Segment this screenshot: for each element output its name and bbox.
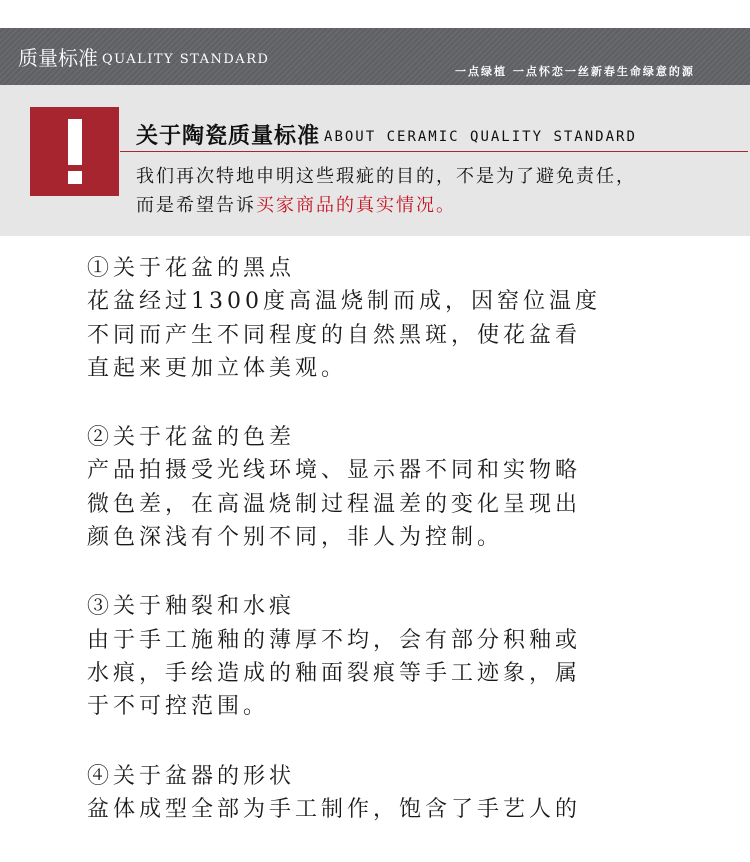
section-color-difference — [87, 421, 727, 554]
exclamation-dot — [68, 171, 82, 184]
section-heading: ④关于盆器的形状 — [87, 763, 296, 789]
section-heading: ②关于花盆的色差 — [87, 425, 296, 451]
section-line: 水痕，手绘造成的釉面裂痕等手工迹象，属 — [87, 660, 582, 686]
section-line: 微色差，在高温烧制过程温差的变化呈现出 — [87, 491, 582, 517]
section-pot-shape — [87, 760, 727, 827]
banner-title — [18, 42, 269, 71]
section-line: 颜色深浅有个别不同，非人为控制。 — [87, 525, 504, 551]
notice-title-en: ABOUT CERAMIC QUALITY STANDARD — [324, 129, 637, 145]
section-line: 不同而产生不同程度的自然黑斑，使花盆看 — [87, 322, 582, 348]
notice-line-2-text: 而是希望告诉 — [136, 195, 256, 216]
section-line: 花盆经过1300度高温烧制而成，因窑位温度 — [87, 289, 601, 315]
header-banner — [0, 28, 750, 85]
section-black-spots — [87, 252, 727, 385]
standards-content — [87, 252, 727, 862]
section-line: 于不可控范围。 — [87, 694, 270, 720]
notice-title-cn: 关于陶瓷质量标准 — [136, 124, 321, 149]
exclamation-bar — [68, 119, 82, 165]
notice-highlight: 买家商品的真实情况。 — [256, 195, 456, 216]
section-line: 由于手工施釉的薄厚不均，会有部分积釉或 — [87, 627, 582, 653]
banner-slogan: 一点绿植 一点怀恋一丝新春生命绿意的源 — [455, 65, 695, 78]
banner-title-cn: 质量标准 — [18, 46, 98, 70]
exclamation-icon — [30, 107, 119, 196]
notice-line-2 — [136, 191, 456, 217]
section-line: 产品拍摄受光线环境、显示器不同和实物略 — [87, 458, 582, 484]
section-heading: ③关于釉裂和水痕 — [87, 594, 296, 620]
notice-divider — [120, 151, 748, 152]
section-glaze-cracks — [87, 590, 727, 723]
banner-title-en: QUALITY STANDARD — [102, 52, 270, 67]
section-line: 直起来更加立体美观。 — [87, 355, 348, 381]
quality-notice — [0, 85, 750, 236]
top-strip — [0, 0, 750, 28]
notice-line-1: 我们再次特地申明这些瑕疵的目的，不是为了避免责任， — [136, 166, 636, 187]
section-line: 盆体成型全部为手工制作，饱含了手艺人的 — [87, 796, 582, 822]
notice-title — [136, 119, 637, 150]
section-heading: ①关于花盆的黑点 — [87, 256, 296, 281]
